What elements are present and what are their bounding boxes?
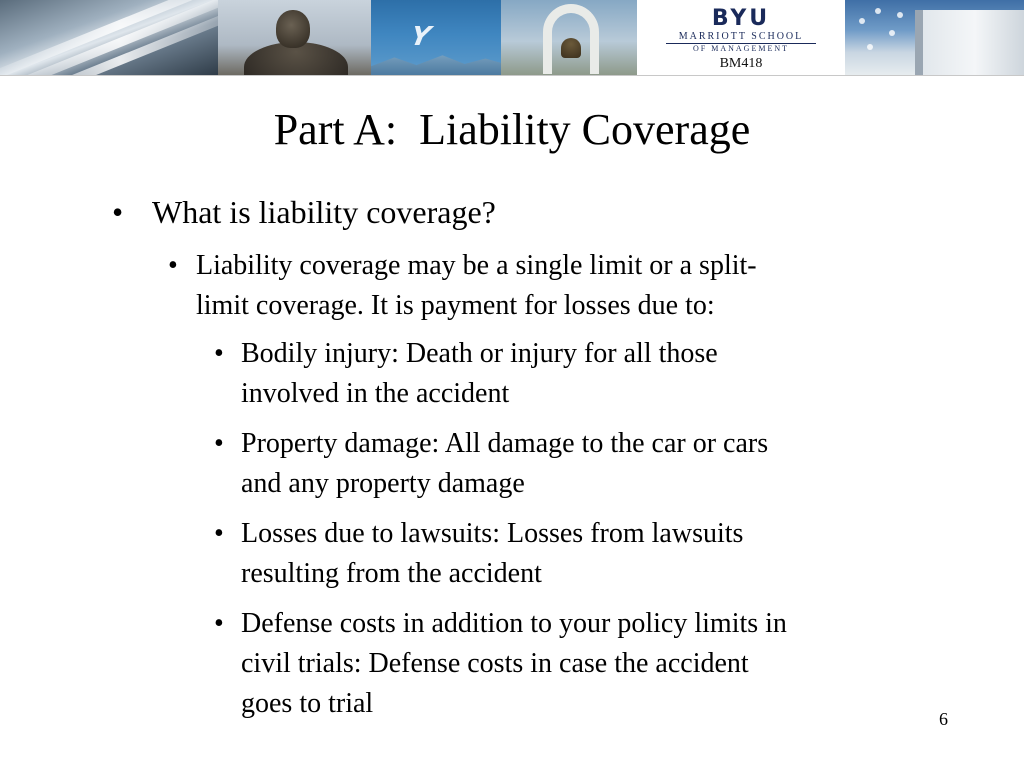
banner-photo-mountain-y: Y	[371, 0, 501, 75]
bullet-text: Property damage: All damage to the car or cars and any property damage	[241, 428, 769, 499]
bullet-text: Defense costs in addition to your policy limits in civil trials: Defense costs in case the accident goes to trial	[241, 608, 787, 719]
banner-photo-bell-tower	[501, 0, 637, 75]
logo-byu: BYU	[711, 6, 771, 31]
bullet-level2-text: Liability coverage may be a single limit or a split- limit coverage. It is payment for losses due to:	[196, 250, 757, 321]
banner-photo-building-glass	[0, 0, 218, 75]
bullet-text: Bodily injury: Death or injury for all those involved in the accident	[241, 338, 718, 409]
bullet-dot: •	[214, 428, 224, 459]
banner-photo-modern-building	[845, 0, 1024, 75]
course-code: BM418	[719, 56, 763, 71]
slide-title: Part A: Liability Coverage	[273, 105, 751, 154]
bullet-dot: •	[214, 518, 224, 549]
byu-marriott-logo	[637, 0, 845, 75]
logo-school-line1: MARRIOTT SCHOOL	[678, 31, 804, 42]
logo-school-line2: OF MANAGEMENT	[693, 44, 789, 53]
bullet-dot: •	[214, 608, 224, 639]
banner-photo-statue	[218, 0, 371, 75]
bullet-dot: •	[168, 250, 178, 281]
bullet-text: Losses due to lawsuits: Losses from lawsuits resulting from the accident	[241, 518, 744, 589]
bullet-dot: •	[112, 194, 124, 230]
header-banner	[0, 0, 1024, 76]
bullet-dot: •	[214, 338, 224, 369]
page-number: 6	[939, 709, 948, 729]
bullet-level1-text: What is liability coverage?	[152, 194, 496, 230]
